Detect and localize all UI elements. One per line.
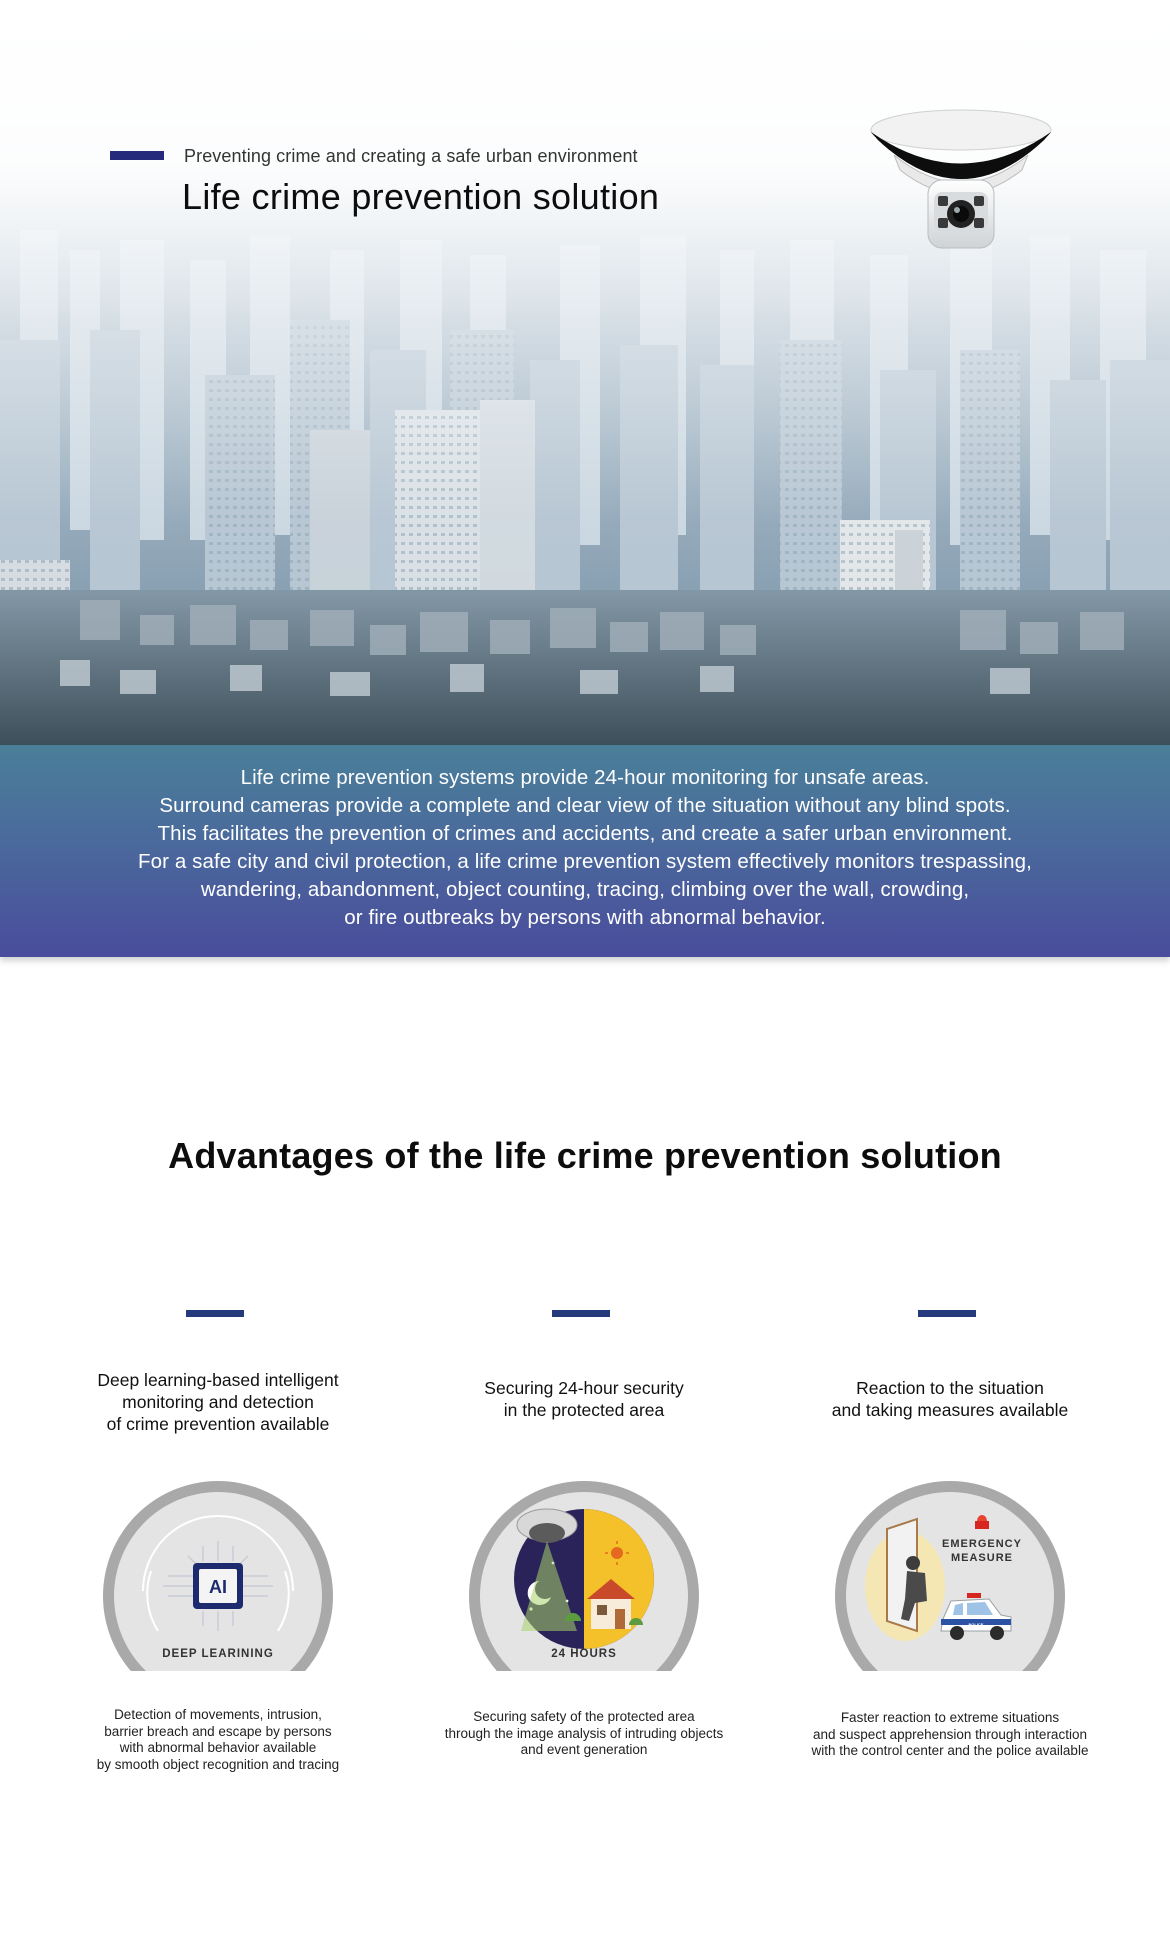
icon-caption: 24 HOURS xyxy=(551,1648,617,1660)
advantage-description xyxy=(414,1709,754,1759)
description-line: For a safe city and civil protection, a life crime prevention system effectively monitors trespassing, xyxy=(138,850,1032,873)
desc-line: with the control center and the police available xyxy=(811,1743,1089,1758)
heading-line: in the protected area xyxy=(503,1400,665,1420)
description-line: wandering, abandonment, object counting, tracing, climbing over the wall, crowding, xyxy=(200,878,970,901)
heading-line: Deep learning-based intelligent xyxy=(97,1370,339,1390)
description-line: This facilitates the prevention of crimes and accidents, and create a safer urban environment. xyxy=(157,822,1013,845)
desc-line: Detection of movements, intrusion, xyxy=(114,1707,322,1722)
hero-subtitle: Preventing crime and creating a safe urban environment xyxy=(184,146,638,166)
heading-line: of crime prevention available xyxy=(106,1414,330,1434)
icon-caption: DEEP LEARINING xyxy=(162,1648,274,1660)
desc-line: and suspect apprehension through interaction xyxy=(813,1726,1087,1742)
car-label: POLICE xyxy=(968,1622,984,1627)
ai-chip-icon xyxy=(103,1481,333,1671)
desc-line: through the image analysis of intruding objects xyxy=(444,1725,724,1741)
advantages-title: Advantages of the life crime prevention solution xyxy=(168,1135,1002,1176)
advantage-description xyxy=(48,1707,388,1773)
desc-line: Faster reaction to extreme situations xyxy=(840,1710,1060,1725)
description-line: Surround cameras provide a complete and clear view of the situation without any blind spots. xyxy=(159,794,1011,817)
dome-camera-icon xyxy=(866,100,1056,270)
hero-section xyxy=(0,0,1170,745)
description-band xyxy=(0,745,1170,957)
heading-line: Reaction to the situation xyxy=(856,1378,1044,1398)
heading-line: Securing 24-hour security xyxy=(484,1378,684,1398)
advantage-description xyxy=(780,1710,1120,1760)
desc-line: and event generation xyxy=(520,1742,648,1757)
description-line: Life crime prevention systems provide 24-hour monitoring for unsafe areas. xyxy=(240,766,930,789)
hero-accent-bar xyxy=(110,151,164,160)
advantage-heading xyxy=(424,1377,744,1421)
desc-line: Securing safety of the protected area xyxy=(473,1709,695,1724)
desc-line: barrier breach and escape by persons xyxy=(104,1723,332,1739)
icon-caption-line: EMERGENCY xyxy=(942,1538,1022,1550)
day-night-camera-icon xyxy=(469,1481,699,1671)
page-title: Life crime prevention solution xyxy=(182,176,660,217)
desc-line: with abnormal behavior available xyxy=(119,1740,317,1755)
chip-label: AI xyxy=(209,1577,227,1597)
icon-caption-line: MEASURE xyxy=(950,1552,1014,1564)
emergency-police-car-icon xyxy=(835,1481,1065,1671)
description-line: or fire outbreaks by persons with abnormal behavior. xyxy=(344,906,826,929)
advantage-accent-bar xyxy=(186,1310,244,1317)
description-text xyxy=(0,764,1170,932)
advantage-accent-bar xyxy=(552,1310,610,1317)
heading-line: and taking measures available xyxy=(831,1400,1069,1420)
advantage-heading xyxy=(58,1369,378,1435)
advantage-accent-bar xyxy=(918,1310,976,1317)
desc-line: by smooth object recognition and tracing xyxy=(96,1756,340,1772)
advantage-heading xyxy=(790,1377,1110,1421)
heading-line: monitoring and detection xyxy=(122,1392,314,1412)
